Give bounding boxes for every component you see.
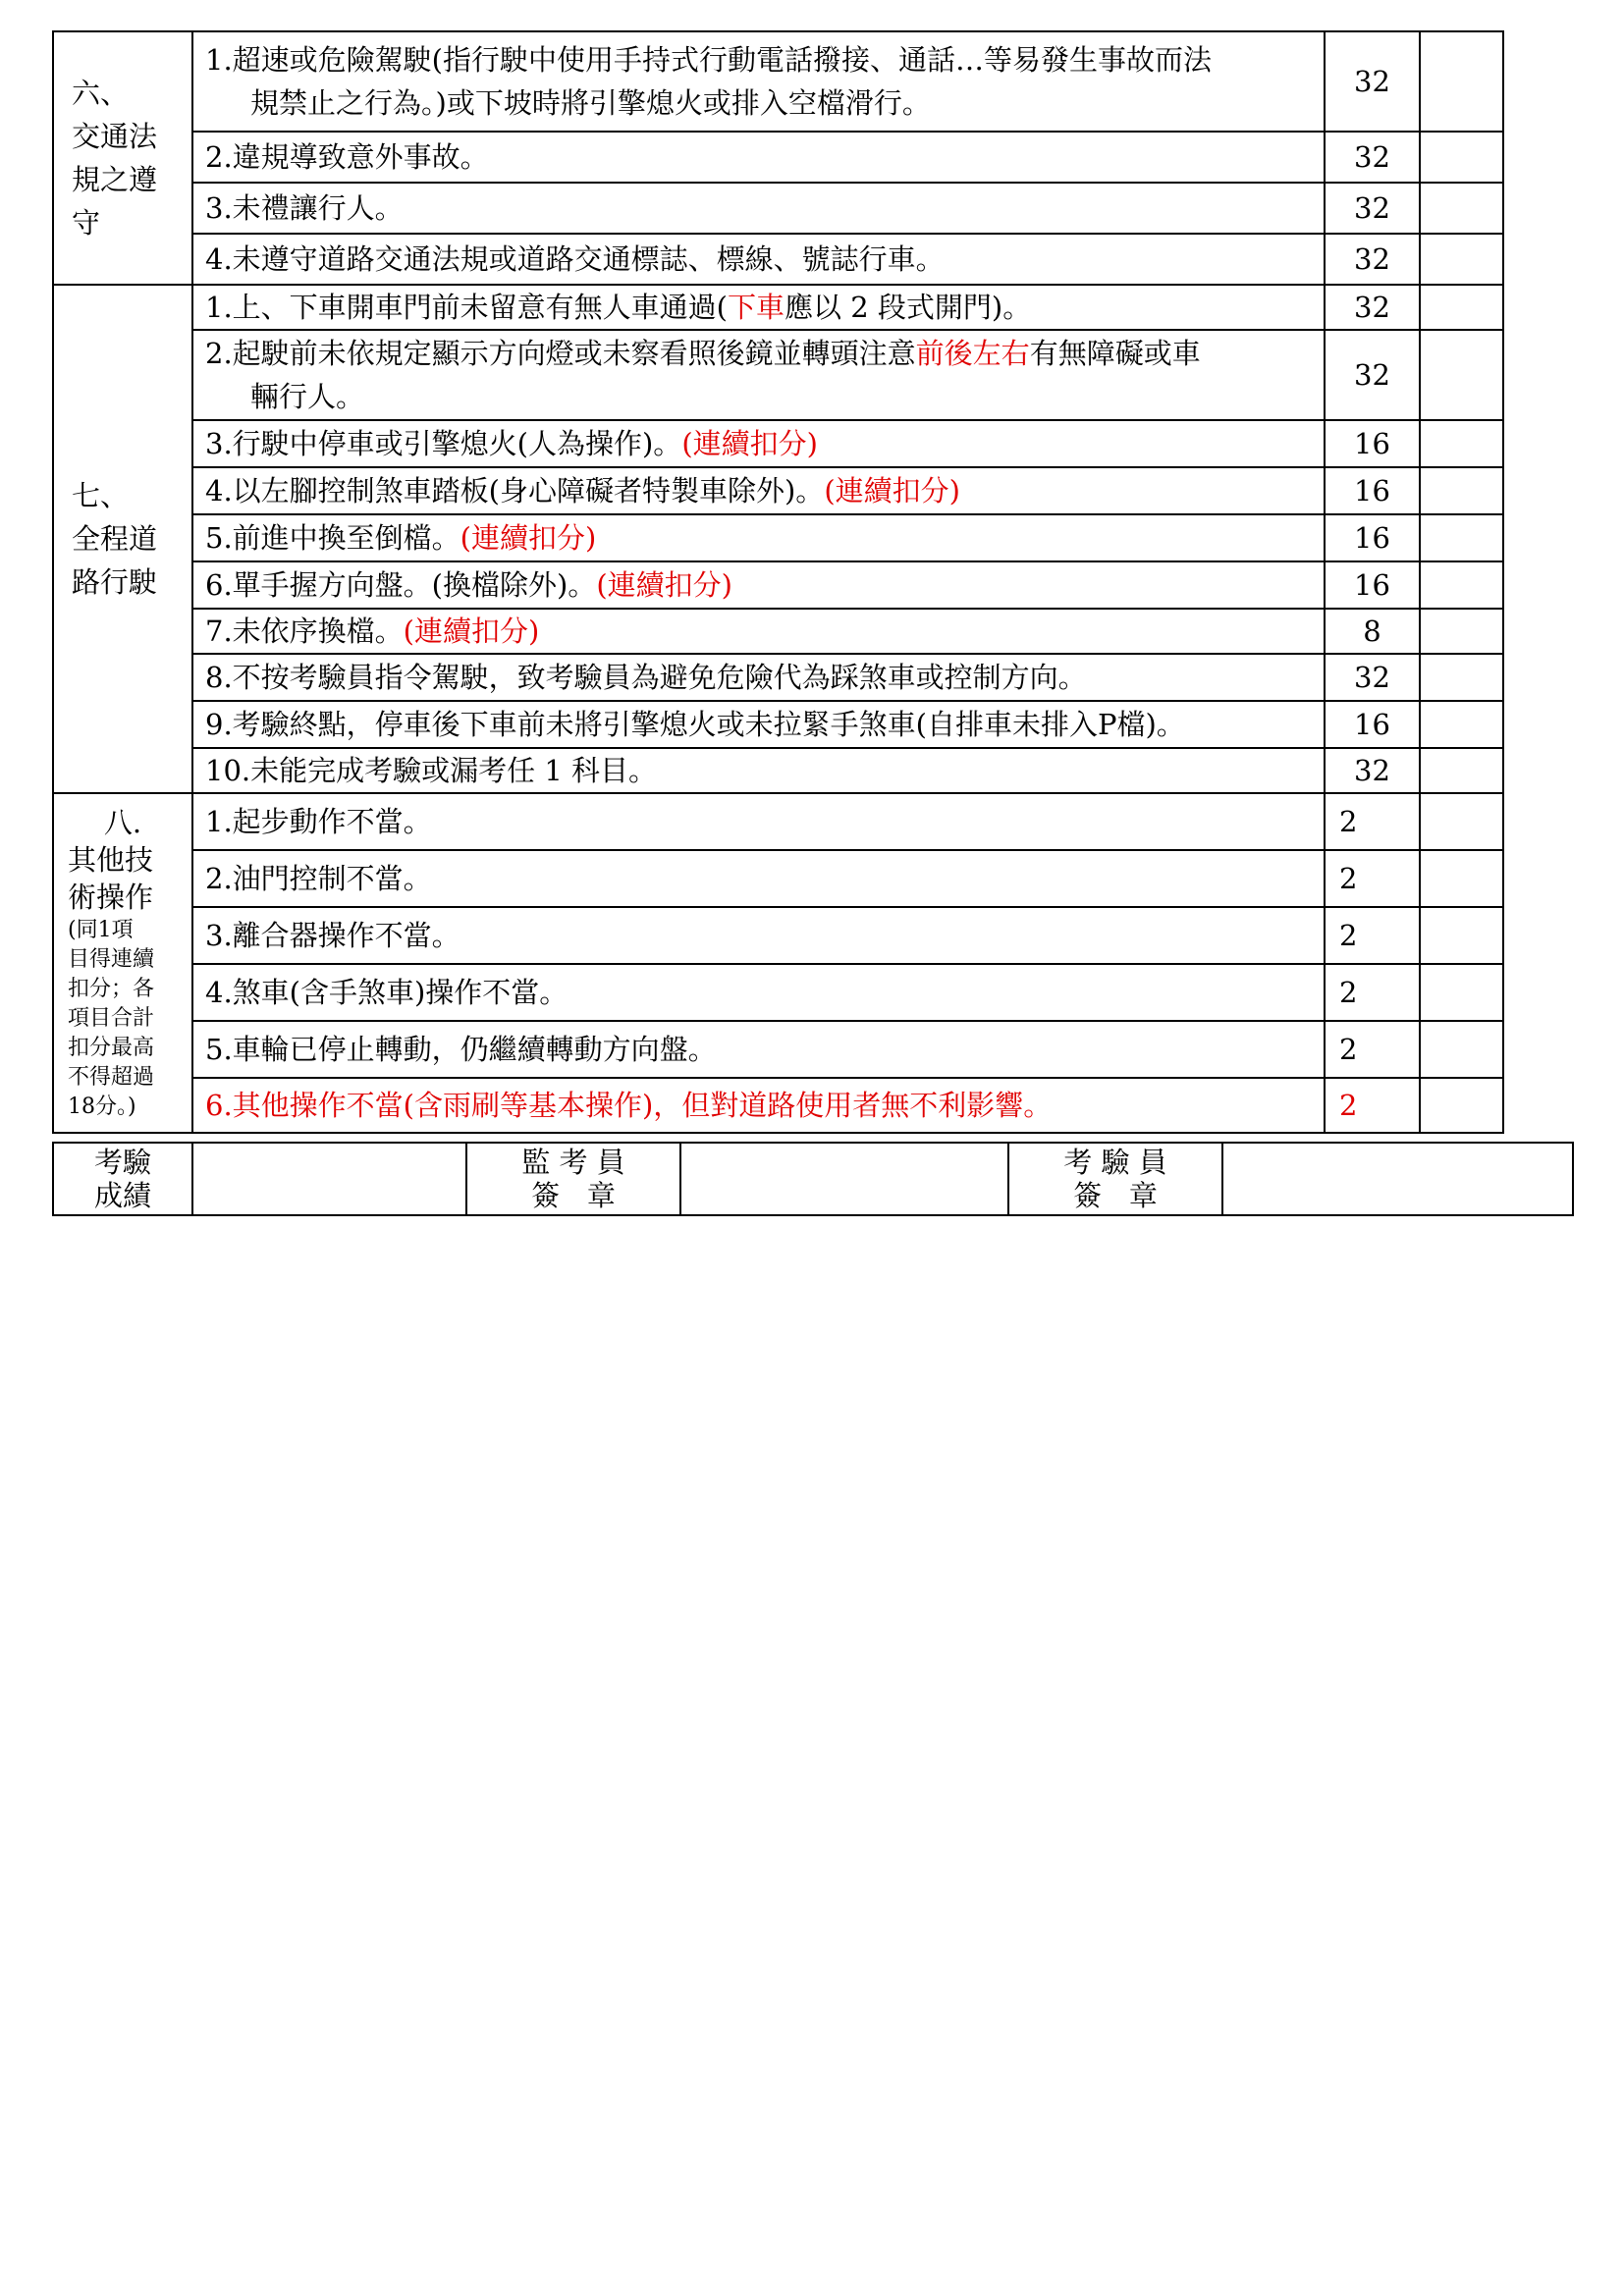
category-label: 全程道 (72, 522, 158, 556)
table-row (53, 561, 1503, 609)
item-text: 8.不按考驗員指令駕駛，致考驗員為避免危險代為踩煞車或控制方向。 (205, 661, 1087, 694)
signature-table (52, 1142, 1574, 1216)
item-description (192, 701, 1325, 748)
item-description (192, 132, 1325, 183)
deduction-points: 8 (1325, 609, 1420, 654)
highlighted-text: (連續扣分) (681, 427, 818, 460)
category-label: 守 (72, 206, 101, 240)
table-row (53, 285, 1503, 330)
table-row (53, 132, 1503, 183)
table-row (53, 467, 1503, 514)
table-row (53, 793, 1503, 850)
item-description (192, 330, 1325, 420)
deduction-mark-cell[interactable] (1420, 1021, 1503, 1078)
deduction-points: 16 (1325, 514, 1420, 561)
deduction-points: 16 (1325, 701, 1420, 748)
deduction-points: 32 (1325, 31, 1420, 132)
item-description (192, 850, 1325, 907)
item-text: 10.未能完成考驗或漏考任 1 科目。 (205, 754, 658, 787)
highlighted-text: 前後左右 (915, 337, 1030, 370)
score-label: 考驗 成績 (53, 1143, 192, 1215)
category-label: 路行駛 (72, 565, 158, 599)
item-description (192, 420, 1325, 467)
deduction-points: 32 (1325, 234, 1420, 285)
deduction-mark-cell[interactable] (1420, 132, 1503, 183)
item-text: 2.違規導致意外事故。 (205, 140, 489, 174)
table-row (53, 1021, 1503, 1078)
deduction-mark-cell[interactable] (1420, 514, 1503, 561)
examiner-signature-field[interactable] (1222, 1143, 1573, 1215)
item-description (192, 285, 1325, 330)
category-cell (53, 793, 192, 1133)
category-label: 規之遵 (72, 163, 158, 196)
item-description (192, 654, 1325, 701)
table-row (53, 31, 1503, 132)
table-row (53, 234, 1503, 285)
item-text: 1.起步動作不當。 (205, 805, 432, 838)
item-description (192, 31, 1325, 132)
category-label: 六、 (72, 77, 130, 110)
item-text: 5.車輪已停止轉動，仍繼續轉動方向盤。 (205, 1033, 717, 1066)
item-text: 3.未禮讓行人。 (205, 191, 404, 225)
item-text: 6.單手握方向盤。(換檔除外)。 (205, 568, 597, 602)
deduction-mark-cell[interactable] (1420, 330, 1503, 420)
category-note: 扣分最高 (68, 1036, 155, 1060)
deduction-points: 16 (1325, 420, 1420, 467)
table-row (53, 420, 1503, 467)
highlighted-text: (連續扣分) (403, 614, 540, 648)
deduction-mark-cell[interactable] (1420, 183, 1503, 234)
score-field[interactable] (192, 1143, 466, 1215)
item-text: 4.煞車(含手煞車)操作不當。 (205, 976, 568, 1009)
deduction-mark-cell[interactable] (1420, 654, 1503, 701)
deduction-points: 16 (1325, 467, 1420, 514)
category-label: 七、 (72, 479, 130, 512)
item-text: 4.未遵守道路交通法規或道路交通標誌、標線、號誌行車。 (205, 242, 945, 276)
item-text: 3.行駛中停車或引擎熄火(人為操作)。 (205, 427, 682, 460)
deduction-points: 16 (1325, 561, 1420, 609)
item-text: 2.油門控制不當。 (205, 862, 432, 895)
table-row (53, 907, 1503, 964)
item-description (192, 748, 1325, 793)
item-description (192, 234, 1325, 285)
category-label: 八. (103, 806, 142, 839)
highlighted-text: (連續扣分) (460, 521, 597, 555)
item-text: 應以 2 段式開門)。 (785, 291, 1032, 324)
item-text: 有無障礙或車 (1029, 337, 1201, 370)
category-note: 目得連續 (68, 947, 155, 972)
item-description (192, 1021, 1325, 1078)
deduction-mark-cell[interactable] (1420, 234, 1503, 285)
item-description (192, 561, 1325, 609)
deduction-mark-cell[interactable] (1420, 561, 1503, 609)
table-row (53, 964, 1503, 1021)
table-row (53, 330, 1503, 420)
item-description (192, 964, 1325, 1021)
deduction-mark-cell[interactable] (1420, 31, 1503, 132)
deduction-mark-cell[interactable] (1420, 907, 1503, 964)
item-text: 9.考驗終點，停車後下車前未將引擎熄火或未拉緊手煞車(自排車未排入P檔)。 (205, 708, 1185, 741)
deduction-mark-cell[interactable] (1420, 609, 1503, 654)
highlighted-text: (連續扣分) (596, 568, 732, 602)
item-description (192, 1078, 1325, 1133)
item-description (192, 793, 1325, 850)
highlighted-text: (連續扣分) (824, 474, 960, 507)
category-cell (53, 285, 192, 793)
category-note: 18分。) (68, 1095, 136, 1119)
table-row (53, 183, 1503, 234)
deduction-points: 2 (1325, 793, 1420, 850)
category-note: 項目合計 (68, 1006, 155, 1031)
deduction-points: 32 (1325, 330, 1420, 420)
table-row (53, 1078, 1503, 1133)
table-row (53, 748, 1503, 793)
deduction-mark-cell[interactable] (1420, 1078, 1503, 1133)
highlighted-text: 下車 (727, 291, 785, 324)
deduction-points: 32 (1325, 183, 1420, 234)
item-text: 輛行人。 (250, 380, 365, 413)
deduction-mark-cell[interactable] (1420, 850, 1503, 907)
examiner-label: 考 驗 員 簽 章 (1008, 1143, 1222, 1215)
scoring-table (52, 30, 1504, 1134)
supervisor-label: 監 考 員 簽 章 (466, 1143, 680, 1215)
deduction-points: 2 (1325, 1078, 1420, 1133)
deduction-mark-cell[interactable] (1420, 420, 1503, 467)
deduction-mark-cell[interactable] (1420, 467, 1503, 514)
table-row (53, 609, 1503, 654)
table-row (53, 514, 1503, 561)
item-description (192, 609, 1325, 654)
category-label: 其他技 (68, 843, 154, 877)
item-text: 2.起駛前未依規定顯示方向燈或未察看照後鏡並轉頭注意 (205, 337, 916, 370)
item-text: 1.超速或危險駕駛(指行駛中使用手持式行動電話撥接、通話…等易發生事故而法 (205, 43, 1212, 77)
item-text: 4.以左腳控制煞車踏板(身心障礙者特製車除外)。 (205, 474, 825, 507)
item-description (192, 907, 1325, 964)
item-description (192, 183, 1325, 234)
deduction-points: 2 (1325, 1021, 1420, 1078)
category-note: (同1項 (68, 918, 134, 942)
deduction-mark-cell[interactable] (1420, 964, 1503, 1021)
deduction-points: 2 (1325, 964, 1420, 1021)
item-description (192, 467, 1325, 514)
deduction-points: 2 (1325, 907, 1420, 964)
deduction-mark-cell[interactable] (1420, 285, 1503, 330)
deduction-points: 32 (1325, 285, 1420, 330)
category-label: 術操作 (68, 881, 154, 914)
category-note: 不得超過 (68, 1065, 155, 1090)
category-label: 交通法 (72, 120, 158, 153)
deduction-points: 32 (1325, 654, 1420, 701)
item-text: 規禁止之行為。)或下坡時將引擎熄火或排入空檔滑行。 (250, 86, 931, 120)
category-note: 扣分；各 (68, 977, 155, 1001)
deduction-mark-cell[interactable] (1420, 701, 1503, 748)
highlighted-text: 6.其他操作不當(含雨刷等基本操作)，但對道路使用者無不利影響。 (205, 1089, 1053, 1122)
category-cell (53, 31, 192, 285)
item-text: 7.未依序換檔。 (205, 614, 404, 648)
table-row (53, 701, 1503, 748)
item-text: 1.上、下車開車門前未留意有無人車通過( (205, 291, 728, 324)
table-row (53, 850, 1503, 907)
item-text: 3.離合器操作不當。 (205, 919, 460, 952)
item-description (192, 514, 1325, 561)
deduction-mark-cell[interactable] (1420, 748, 1503, 793)
deduction-mark-cell[interactable] (1420, 793, 1503, 850)
item-text: 5.前進中換至倒檔。 (205, 521, 460, 555)
deduction-points: 32 (1325, 132, 1420, 183)
deduction-points: 2 (1325, 850, 1420, 907)
table-row (53, 654, 1503, 701)
deduction-points: 32 (1325, 748, 1420, 793)
supervisor-signature-field[interactable] (680, 1143, 1008, 1215)
